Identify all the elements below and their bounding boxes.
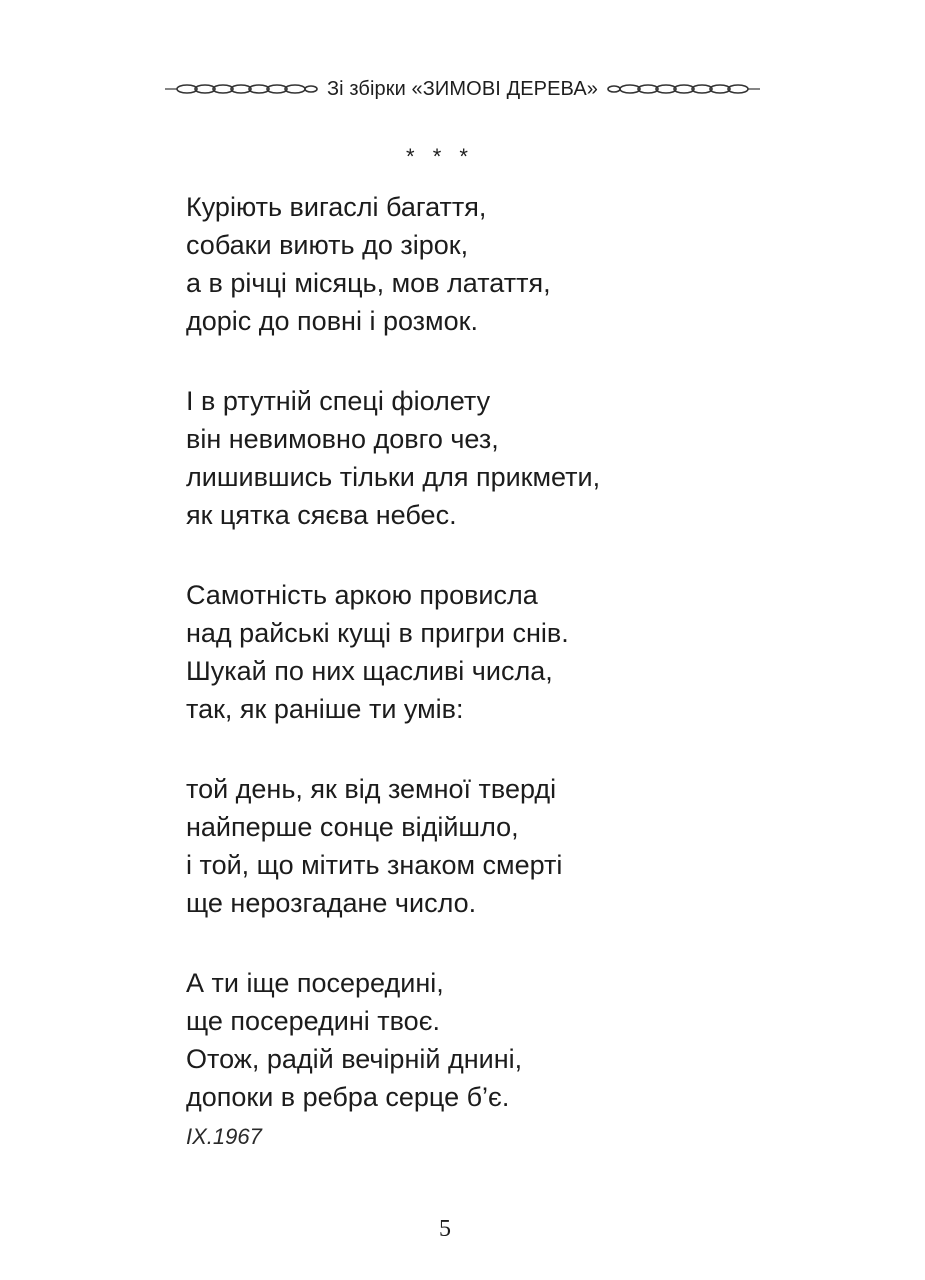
stanza xyxy=(186,576,826,728)
poem-line: так, як раніше ти умів: xyxy=(186,694,464,724)
poem-separator: * * * xyxy=(406,144,474,169)
poem-line: той день, як від земної тверді xyxy=(186,774,557,804)
poem-line: а в річці місяць, мов латаття, xyxy=(186,268,551,298)
poem-line: допоки в ребра серце б’є. xyxy=(186,1082,510,1112)
stanza xyxy=(186,964,826,1116)
poem-body xyxy=(186,188,826,1158)
stanza xyxy=(186,382,826,534)
poem-line: доріс до повні і розмок. xyxy=(186,306,478,336)
poem-line: Самотність аркою провисла xyxy=(186,580,538,610)
poem-line: Куріють вигаслі багаття, xyxy=(186,192,487,222)
poem-line: Шукай по них щасливі числа, xyxy=(186,656,553,686)
poem-line: І в ртутній спеці фіолету xyxy=(186,386,491,416)
chain-ornament-icon xyxy=(606,81,762,97)
poem-line: Отож, радій вечірній днині, xyxy=(186,1044,523,1074)
chain-ornament-icon xyxy=(163,81,319,97)
running-header xyxy=(0,72,925,106)
poem-line: собаки виють до зірок, xyxy=(186,230,469,260)
poem-line: як цятка сяєва небес. xyxy=(186,500,457,530)
collection-title: Зі збірки «ЗИМОВІ ДЕРЕВА» xyxy=(327,77,598,100)
poem-line: він невимовно довго чез, xyxy=(186,424,499,454)
stanza xyxy=(186,770,826,922)
poem-line: і той, що мітить знаком смерті xyxy=(186,850,563,880)
poem-date: IX.1967 xyxy=(186,1124,262,1149)
page-number: 5 xyxy=(439,1216,451,1242)
poem-line: найперше сонце відійшло, xyxy=(186,812,519,842)
poem-line: А ти іще посередині, xyxy=(186,968,444,998)
poem-line: ще посередині твоє. xyxy=(186,1006,440,1036)
poem-line: лишившись тільки для прикмети, xyxy=(186,462,601,492)
poem-line: ще нерозгадане число. xyxy=(186,888,477,918)
stanza xyxy=(186,188,826,340)
poem-line: над райські кущі в пригри снів. xyxy=(186,618,569,648)
